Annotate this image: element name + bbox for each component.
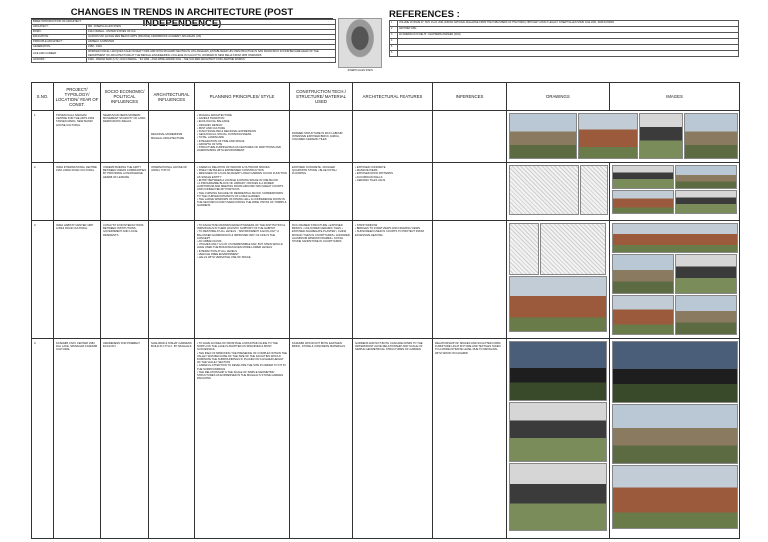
feature-item: • BRIDGES TO FORM VIEWS AND FRAMING VIEWS xyxy=(355,227,430,230)
ref-text: VOLUME 18 ISSUE 07, NOV 10-23, 2001 (INDIAN NATIONAL MAGAZINE FROM THE PUBLISHERS OF THE HINDU) OBITUARY A BUILT LEGACY JOSEPH ALLEN STEIN 1912-2001, RAM RAHMAN xyxy=(398,21,739,27)
row-construction: RCC FRAMED STRUCTURE • EXPOSED BRICKS • COLOURED CERAMIC TILES • EXPOSED AGGREGATE PLASTER • CHINA MOSAIC TILES IN COURTYARDS • ANODIZED ALUMINIUM WINDOW FRAMES • KOTAH STONE SANDSTONE IN COURTYARDS xyxy=(290,221,353,339)
header-cell: DRAWINGS xyxy=(507,83,610,111)
ref-number: 6 xyxy=(390,51,398,57)
plan-drawing xyxy=(509,165,579,215)
building-photo xyxy=(675,254,737,294)
references-title: REFERENCES : xyxy=(389,9,460,20)
info-value: HIMSELF & MINSTER xyxy=(87,39,336,44)
row-planning xyxy=(195,221,290,339)
info-label: PRINCIPLE ARCHITECT : xyxy=(32,39,87,44)
intro-label: BRIEF INTRODUCTION OF ARCHITECT : xyxy=(32,20,336,25)
night-photo xyxy=(509,341,607,401)
row-arch-influence xyxy=(149,221,195,339)
info-value: 1992 - PADMA SHRI (U.S.) GOLD MEDAL - 'IIA 1994 - ASIA WIRE AWARD 2011 - THE GOLDEN ARCHITECT FOR LIFETIME WORKS xyxy=(87,58,336,63)
site-plan-drawing xyxy=(509,223,539,275)
row-photos xyxy=(610,163,740,221)
planning-item: • ENTRY BETWEEN A LOUNGE & DINING SPACE IN ONE BLOCK xyxy=(197,179,287,182)
building-photo xyxy=(684,113,738,159)
table-header-row xyxy=(32,83,740,111)
building-photo xyxy=(509,276,607,332)
info-label: HONORS : xyxy=(32,58,87,63)
header-cell: IMAGES xyxy=(610,83,740,111)
planning-item: • AN URBAN OASIS xyxy=(197,240,287,243)
feature-item: • SUNSCREEN USED IN COURTS TO PROTECT FROM EXCESSIVE HEATING xyxy=(355,230,430,236)
building-photo xyxy=(639,113,683,159)
planning-item: • GEOLOGICAL-SOCIAL CONSCIOUSNESS xyxy=(197,133,287,136)
table-row xyxy=(32,221,740,339)
ref-text xyxy=(398,51,739,57)
header-cell: ARCHITECTURAL FEATURES xyxy=(353,83,433,111)
info-value: WORKED FOR ELI JACQUES KAHN IN NEW YORK AND WITH RICHARD NEUTRA IN LOS ANGELES, ESTABLISHED HIS OWN PRACTICE IN SAN FRANCISCO IN 1945 BECAME HEAD OF THE DEPARTMENT OF ARCHITECTURE AT THE BENGAL ENGINEERING COLLEGE IN CALCUTTA, WORKED IN NEW DELHI FROM 1955 ONWARDS xyxy=(87,49,336,57)
info-value: MR. JOSEPH ALLEN STEIN xyxy=(87,24,336,29)
row-sno: 3. xyxy=(32,221,54,339)
row-project: INDIA HABITAT CENTER 1987 LODHI ROAD CULTURAL xyxy=(54,221,101,339)
ref-text: AN AMERICAN IN DELHI - MACHIERRA RAHEEN (2011) xyxy=(398,33,739,39)
planning-item: • GROWTH OF SITE xyxy=(197,143,287,146)
row-features xyxy=(353,163,433,221)
building-photo xyxy=(612,165,674,189)
planning-item: • INTEGRATION OF TIME AND SPACE xyxy=(197,140,287,143)
info-label: LIFE AND CAREER : xyxy=(32,49,87,57)
planning-item: • TO RESTORE AT ALL LEVELS - "ENVIRONMENT & ECOLOGY" A BALANCED HARMONIOUS & IMPROVED WAY OF LIFE IS THE CONCEPT xyxy=(197,230,287,240)
building-photo xyxy=(612,223,738,253)
row-inferences xyxy=(433,163,507,221)
row-arch-influence: REGIONAL MODERNISM MUGHAL ARCHITECTURE xyxy=(149,111,195,163)
planning-item: • TOTAL LANDSCAPE xyxy=(197,136,287,139)
building-photo xyxy=(675,165,737,189)
row-features: GARDENS AND NOT BOTH CASCADE DOWN TO THE WATERFRONT ALIKE RELATIONSHIP AND SCALE OF SIMPLE GEOMETRICAL STRUCTURES OF GARDEN xyxy=(353,339,433,539)
building-photo xyxy=(509,463,607,531)
feature-item: • ACCORDIAN WALLS xyxy=(355,176,430,179)
architect-portrait xyxy=(338,18,382,68)
references-table xyxy=(389,20,739,57)
row-project: KASHMIR CIVIC CENTER 1984 DAL LAKE, SRINAGAR KASHMIR CULTURAL xyxy=(54,339,101,539)
info-label: BORN : xyxy=(32,29,87,34)
building-photo xyxy=(612,254,674,294)
header-cell: CONSTRUCTION TECH./ STRUCTURE/ MATERIAL USED xyxy=(290,83,353,111)
planning-item: • STRUCTURE FURNISHINGS AS FEATURES OF PARTITIONS AND HARMONISING WITH ENVIRONMENT xyxy=(197,146,287,152)
planning-item: • DESIGNED OF 1/3 AN ADJACENT LODHI GARDEN COULD FUNCTION AS SINGLE ENTITY xyxy=(197,172,287,178)
building-photo xyxy=(675,295,737,335)
row-construction: KASHMIR WOOD NOT BOTH EARTHEN BRICK, STONE & CONCRETE MATERIALS xyxy=(290,339,353,539)
page-title: CHANGES IN TRENDS IN ARCHITECTURE (POST INDEPENDENCE) xyxy=(31,7,333,19)
feature-item: • STRIP WINDOW xyxy=(355,224,430,227)
planning-item: • A PROGRAMME BLOCK OF LIBRARY, OFFICES & A DOMED AUDITORIUM AND MEETING ROOM AROUND TWO GREAT COURTS AND CONNECTED BY PORTICOS xyxy=(197,182,287,192)
row-arch-influence: SHALIMAR & NISHAT GARDENS BUILD IN 17TH C. BY MUGHALS xyxy=(149,339,195,539)
site-plan-drawing xyxy=(540,223,606,275)
row-socio: UNDERSTANDING THE AMITY BETWEEN INDIAN COMMUNITIES BY PROVIDING A KNOWLEDGE HERAB OF LEISURE xyxy=(101,163,149,221)
night-photo xyxy=(612,341,738,403)
row-planning xyxy=(195,339,290,539)
planning-item: • GANDHI TRADITION xyxy=(197,117,287,120)
architect-info-table xyxy=(31,19,336,63)
planning-item: • CAREFUL RELATION OF INDOOR & OUTDOOR SPACES xyxy=(197,166,287,169)
row-photos xyxy=(610,221,740,339)
feature-item: • EXPOSED ROOF PATTERNS xyxy=(355,172,430,175)
drawing-image xyxy=(509,113,577,159)
row-arch-influence: INTERNATIONAL HOUSE OF JAPAN, TOKYO xyxy=(149,163,195,221)
planning-item: • HALLS WITH VERSATILE USE OF SPACE xyxy=(197,256,287,259)
header-cell: SOCIO ECONOMIC/ POLITICAL INFLUENCES xyxy=(101,83,149,111)
row-drawings xyxy=(507,163,610,221)
ref-number: 1 xyxy=(390,21,398,27)
row-project: TRIVENI KALA SANGAM CENTRE FOR THE ARTS 1963 TANSEN MARG, NEW MANDI HOUSE CULTURAL xyxy=(54,111,101,163)
row-inferences xyxy=(433,221,507,339)
building-photo xyxy=(612,190,674,214)
ref-number: 2 xyxy=(390,27,398,33)
row-drawings xyxy=(507,339,610,539)
building-photo xyxy=(612,465,738,529)
feature-item: • CERAMIC TILES JALIS xyxy=(355,179,430,182)
row-inferences: RELATIONSHIP OF SPACES AND SCULPTED FORM, FURNITURE LIGHT FIXTURE AND TEXTILES TAKEN TO A MORE INTIMATE LEVEL DUE TO DETAILING WITH WOOD IN KASHMIR xyxy=(433,339,507,539)
portrait-caption: JOSEPH ALLEN STEIN xyxy=(347,69,373,72)
planning-item: • CAREFUL ATTENTION TO DEVELOPE THE SITE IN ORDER TO FIT IN THE SURROUNDINGS xyxy=(197,364,287,370)
header-cell: S.NO. xyxy=(32,83,54,111)
feature-item: • EXPOSED CONCRETE xyxy=(355,166,430,169)
info-value: ILLINOIS UNI, ECOLE DES BEAUX ARTS (FRANCE),CRANBROOK ACADEMY, MICHIGAN (US) xyxy=(87,34,336,39)
main-analysis-table xyxy=(31,82,740,539)
row-socio: AWARENESS FOR PINEBELT ECOLOGY xyxy=(101,339,149,539)
landscape-photo xyxy=(612,404,738,464)
ref-number: 4 xyxy=(390,39,398,45)
planning-item: • THE RELATIONSHIP & THE SCALE OF SIMPLE GEOMETRIC STRUCTURES AS EXPRESSED IN THE MUGHAL'S STONE GARDEN PAVILIONS xyxy=(197,371,287,381)
header-cell: PROJECT/ TYPOLOGY/ LOCATION/ YEAR OF CONST. xyxy=(54,83,101,111)
info-value: 1912 OMAHA - UNITED STATES OF ICA xyxy=(87,29,336,34)
planning-item: • VEHICLE FREE ENVIRONMENT xyxy=(197,253,287,256)
row-features xyxy=(353,221,433,339)
row-sno: 2. xyxy=(32,163,54,221)
row-planning xyxy=(195,111,290,163)
row-project: INDIA INTERNATIONAL CENTRE 1962 LODHI ROAD CULTURAL xyxy=(54,163,101,221)
planning-item: • TO HAVE AN IDEA OF FRONTAGE A MOUNTAIN GLIDE TO THE NORTH OF THE LAKE IS ADOPTED AS SPECIFIED & MOST SUCCESSFUL xyxy=(197,342,287,352)
planning-item: • MUGHAL ARCHITECTURE xyxy=(197,114,287,117)
info-label: ARCHITECT : xyxy=(32,24,87,29)
planning-item: • UTILIZES ONLY 1/4 OF 3.5 PERMISSIBLE FAR, BUT STEIN WOULD HAVE USED THE BUILDINGS EVEN MORE LOWER LEVELS xyxy=(197,243,287,249)
header-cell: INFERENCES xyxy=(433,83,507,111)
table-row xyxy=(32,163,740,221)
planning-item: • PAST AND CULTURE xyxy=(197,127,287,130)
planning-item: • FINELY DETAILED & EXPRESSED CONSTRUCTION xyxy=(197,169,287,172)
planning-item: • THE LARGE WINDOWS OF DINING HALL & CONFERENCE ROOM IN THE SECOND FLOOR OVERLOOKING THE WIDE VISTAS OF TOMBS & GARDENS xyxy=(197,198,287,208)
row-photos xyxy=(610,339,740,539)
row-socio: NEHRUVIAN NEWS MODERN MOVEMENT SCARCITY OF LAND, DEMOCRATIC IDEALS xyxy=(101,111,149,163)
planning-item: • ECOLOGICAL BALANCE xyxy=(197,120,287,123)
plan-drawing xyxy=(580,165,608,215)
building-photo xyxy=(612,295,674,335)
planning-item: • INTERACTION AT ALL LEVELS xyxy=(197,250,287,253)
planning-item: • THE IDEA OF MIMICKING THE PRESENCE OF COMPLEX WITHIN THE VALLEY WAS BECAUSE OF THE SIZE OF THE FACILITIES WOULD DOMINATE THE SURROUNDINGS IF PLACED ON A HIGHER HEIGHT OF THE VALLEY SECTION xyxy=(197,352,287,365)
info-label: EDUCATION : xyxy=(32,34,87,39)
row-sno: 1. xyxy=(32,111,54,163)
ref-number: 5 xyxy=(390,45,398,51)
ref-text: ARCHNET.ORG xyxy=(398,27,739,33)
feature-item: • MASSIVE PIERS xyxy=(355,169,430,172)
header-cell: PLANNING PRINCIPLES/ STYLE xyxy=(195,83,290,111)
table-row xyxy=(32,111,740,163)
row-drawings xyxy=(507,221,610,339)
table-row xyxy=(32,339,740,539)
ref-number: 3 xyxy=(390,33,398,39)
row-planning xyxy=(195,163,290,221)
building-photo xyxy=(509,402,607,462)
planning-item: • THE CURVING FACADE OF RESIDENTIAL BLOCK CORRESPONDS TO THE CURVED PATHWAYS OF LODHI GARDEN xyxy=(197,192,287,198)
row-images xyxy=(507,111,740,163)
planning-item: • TO FACILITATE MAXIMUM EFFECTIVENESS OF THE INSTITUTION & INDIVIDUALS IN THEIR HOLISTIC SUPPORT OF THE HABITAT xyxy=(197,224,287,230)
row-construction: EXPOSED CONCRETE • RUGGED QUARTZITE STONE • BLUE KOTAH FLOORING xyxy=(290,163,353,221)
row-construction: FRAMED STRUCTURE IN RCC LABOUR INTENSIVE EXPOSED BRICK JAMUA, COLORED CERAMIC TILES xyxy=(290,111,353,163)
planning-item: • ORGANIC DESIGN xyxy=(197,124,287,127)
planning-item: • FUNCTIONALISM & REGIONAL EXPRESSION xyxy=(197,130,287,133)
info-value: 1950 - 1991 xyxy=(87,44,336,49)
building-photo xyxy=(578,113,638,159)
info-label: GENERATION : xyxy=(32,44,87,49)
row-features xyxy=(353,111,433,163)
row-sno: 4. xyxy=(32,339,54,539)
building-photo xyxy=(675,190,737,214)
row-inferences xyxy=(433,111,507,163)
header-cell: ARCHITECTURAL INFLUENCES xyxy=(149,83,195,111)
row-socio: CATALYST FOR INTERACTIONS BETWEEN INSTITUTIONS, GOVERNMENT AND LOCAL RESIDENTS xyxy=(101,221,149,339)
